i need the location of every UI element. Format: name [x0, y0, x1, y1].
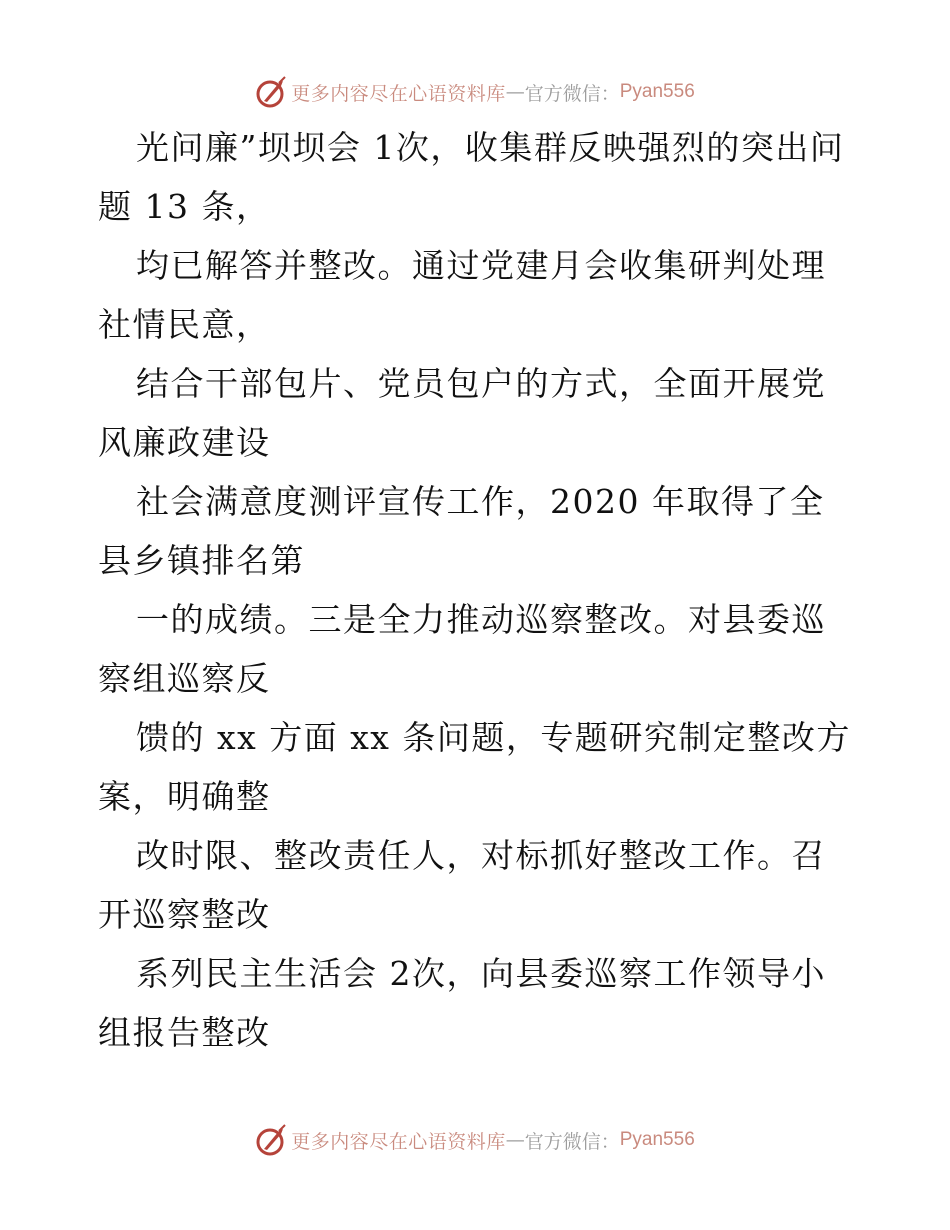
- watermark-text: 更多内容尽在心语资料库: [291, 82, 506, 105]
- paragraph: 均已解答并整改。通过党建月会收集研判处理社情民意，: [98, 246, 826, 344]
- watermark-suffix: 官方微信：: [524, 1130, 620, 1153]
- watermark-dash: —: [505, 81, 525, 103]
- quill-pen-logo-icon: [255, 75, 289, 109]
- watermark-suffix: 官方微信：: [524, 82, 620, 105]
- paragraph: 社会满意度测评宣传工作，2020 年取得了全县乡镇排名第: [98, 482, 825, 580]
- paragraph: 馈的 xx 方面 xx 条问题，专题研究制定整改方案，明确整: [98, 718, 851, 816]
- watermark-text: 更多内容尽在心语资料库: [291, 1130, 506, 1153]
- footer-watermark: [0, 1120, 950, 1160]
- paragraph: 一的成绩。三是全力推动巡察整改。对县委巡察组巡察反: [98, 600, 826, 698]
- watermark-wechat-id: Pyan556: [619, 81, 695, 102]
- paragraph: 改时限、整改责任人，对标抓好整改工作。召开巡察整改: [98, 836, 826, 934]
- paragraph: 系列民主生活会 2次，向县委巡察工作领导小组报告整改: [98, 954, 826, 1052]
- document-body: [98, 118, 858, 1062]
- quill-pen-logo-icon: [255, 1123, 289, 1157]
- paragraph: 结合干部包片、党员包户的方式，全面开展党风廉政建设: [98, 364, 826, 462]
- header-watermark: [0, 72, 950, 112]
- watermark-dash: —: [505, 1129, 525, 1151]
- watermark-wechat-id: Pyan556: [619, 1129, 695, 1150]
- paragraph: 光问廉”坝坝会 1次，收集群反映强烈的突出问题 13 条，: [98, 128, 845, 226]
